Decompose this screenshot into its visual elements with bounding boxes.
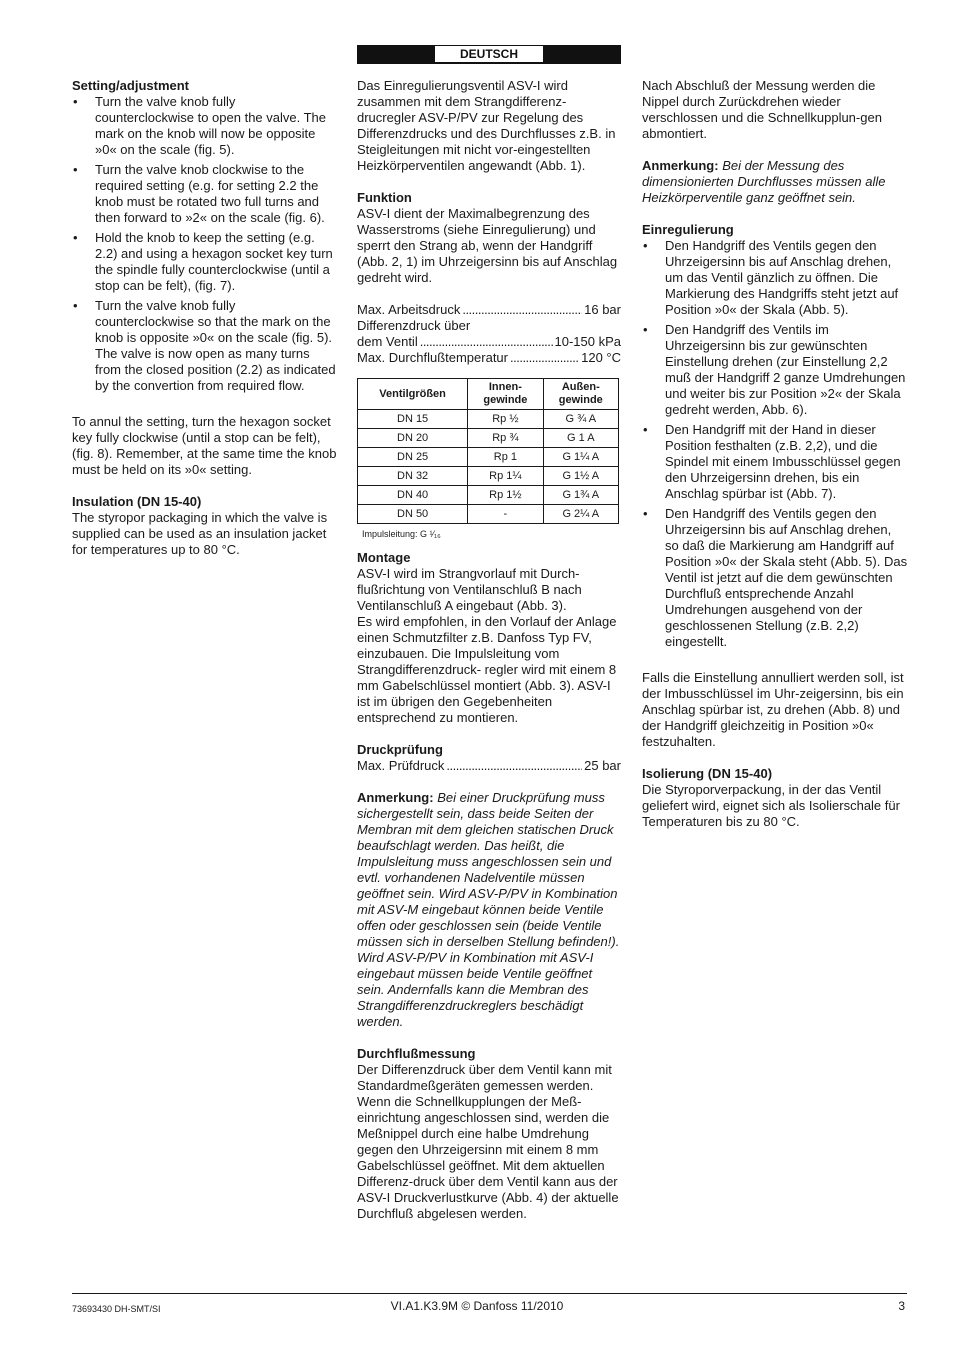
durchfluss-heading: Durchflußmessung [357,1046,476,1061]
column-german-1 [357,78,621,1222]
list-item: • Den Handgriff des Ventils im Uhrzeigersinn bis zur gewünschten Einstellung drehen (zur Einstellung 2,2 muß der Handgriff 2 ganze Umdrehungen und weiter bis zur Position »2« der Skala gedreht werden, Abb. 6). [642,322,908,418]
table-header: Innen- gewinde [468,379,543,410]
footer-doc-code: 73693430 DH-SMT/SI [72,1304,161,1314]
spec-value: 10-150 kPa [554,334,621,349]
table-cell: Rp ½ [468,410,543,429]
spec-arbeitsdruck [357,302,621,318]
druck-heading: Druckprüfung [357,742,443,757]
table-cell: G 1¼ A [543,448,618,467]
anmerkung-paragraph [642,158,908,206]
table-header: Ventilgrößen [358,379,468,410]
list-item: • Turn the valve knob fully counterclockwise so that the mark on the knob is opposite »0« on the scale (fig. 5). The valve is now open as many turns from the closed position (2.2) as indicated by the convertion from required flow. [72,298,338,394]
language-label: DEUTSCH [435,46,543,62]
anmerkung-paragraph [357,790,621,1030]
table-row [358,410,619,429]
anmerkung-text: Bei der Messung des dimensionierten Durchflusses müssen alle Heizkörperventile ganz geöffnet sein. [642,158,886,205]
table-cell: G 1¾ A [543,486,618,505]
table-row [358,448,619,467]
falls-paragraph: Falls die Einstellung annulliert werden soll, ist der Imbusschlüssel im Uhr-zeigersinn, bis ein Anschlag spürbar ist, zu drehen (Abb. 8) und der Handgriff gleichzeitig in Position »0« festzuhalten. [642,670,904,749]
table-row [358,467,619,486]
list-item: • Turn the valve knob fully counterclockwise to open the valve. The mark on the knob will now be opposite »0« on the scale (fig. 5). [72,94,338,158]
spec-label: Differenzdruck über [357,318,471,333]
einreg-list [642,238,908,650]
table-cell: G 1 A [543,429,618,448]
table-header-row [358,379,619,410]
column-english [72,78,338,558]
list-item: • Den Handgriff des Ventils gegen den Uhrzeigersinn bis auf Anschlag drehen, so daß die Markierung am Handgriff auf Position »0« der Skala steht (Abb. 5). Das Ventil ist jetzt auf die dem gewünschten Durchfluß entsprechende Anzahl Umdrehungen ausgehend von der geschlossenen Stellung (z.B. 2,2) eingestellt. [642,506,908,650]
anmerkung-label: Anmerkung: [357,790,434,805]
table-cell: Rp 1½ [468,486,543,505]
footer-divider [72,1293,907,1294]
language-bar [357,45,621,64]
list-item: • Den Handgriff des Ventils gegen den Uhrzeigersinn bis auf Anschlag drehen, um das Ventil gänzlich zu öffnen. Die Markierung des Handgriffs steht jetzt auf Position »0« der Skala (Abb. 5). [642,238,908,318]
nach-paragraph: Nach Abschluß der Messung werden die Nippel durch Zurückdrehen wieder verschlossen und die Schnellkupplun-gen abmontiert. [642,78,882,141]
table-cell: DN 25 [358,448,468,467]
table-cell: DN 32 [358,467,468,486]
list-item: • Turn the valve knob clockwise to the required setting (e.g. for setting 2.2 the knob must be rotated two full turns and then forward to »2« on the scale (fig. 6). [72,162,338,226]
isol-heading: Isolierung (DN 15-40) [642,766,773,781]
spec-value: 16 bar [584,302,621,317]
table-cell: DN 50 [358,505,468,524]
table-cell: G 1½ A [543,467,618,486]
setting-list [72,94,338,394]
durchfluss-paragraph: Der Differenzdruck über dem Ventil kann mit Standardmeßgeräten gemessen werden. Wenn die Schnellkupplungen der Meß-einrichtung angeschlossen sind, werden die Meßnippel durch eine halbe Umdrehung gegen den Uhrzeigersinn mit einem 8 mm Gabelschlüssel geöffnet. Mit dem aktuellen Differenz-druck über dem Ventil kann aus der ASV-I Druckverlustkurve (Abb. 4) der aktuelle Durchfluß abgelesen werden. [357,1062,619,1221]
table-cell: DN 15 [358,410,468,429]
intro-paragraph: Das Einregulierungsventil ASV-I wird zusammen mit dem Strangdifferenz-drucregler ASV-P/PV zur Regelung des Differenzdrucks und des Durchflusses z.B. in Steigleitungen mit nicht vor-eingestellten Heizkörperventilen angewandt (Abb. 1). [357,78,616,173]
montage-paragraph: ASV-I wird im Strangvorlauf mit Durch-flußrichtung von Ventilanschluß B nach Ventilanschluß A eingebaut (Abb. 3). Es wird empfohlen, in den Vorlauf der Anlage einen Schmutzfilter z.B. Danfoss Typ FV, einzubauen. Die Impulsleitung vom Strangdifferenzdruck- regler wird mit einem 8 mm Gabelschlüssel montiert (Abb. 3). ASV-I ist im übrigen den Gegebenheiten entsprechend zu montieren. [357,566,617,725]
setting-heading: Setting/adjustment [72,78,190,93]
table-row [358,486,619,505]
table-cell: - [468,505,543,524]
spec-pruefdruck [357,758,621,774]
table-cell: Rp ¾ [468,429,543,448]
montage-heading: Montage [357,550,411,565]
table-header: Außen- gewinde [543,379,618,410]
anmerkung-text: Bei einer Druckprüfung muss sichergestellt sein, dass beide Seiten der Membran mit dem gleichen statischen Druck beaufschlagt werden. Das heißt, die Impulsleitung muss angeschlossen sein und evtl. vorhandenen Nadelventile müssen geöffnet sein. Wird ASV-P/PV in Kombination mit ASV-M eingebaut können beide Ventile offen oder geschlossen sein (beide Ventile müssen sich in derselben Stellung befinden!). Wird ASV-P/PV in Kombination mit ASV-I eingebaut müssen beide Ventile geöffnet sein. Andernfalls kann die Membran des Strangdifferenzdruckreglers beschädigt werden. [357,790,620,1029]
page-number: 3 [898,1299,905,1313]
einreg-heading: Einregulierung [642,222,734,237]
insulation-heading: Insulation (DN 15-40) [72,494,202,509]
table-cell: Rp 1¼ [468,467,543,486]
funktion-paragraph: ASV-I dient der Maximalbegrenzung des Wasserstroms (siehe Einregulierung) und sperrt den Strang ab, wenn der Handgriff (Abb. 2, 1) im Uhrzeigersinn bis auf Anschlag gedreht wird. [357,206,618,285]
table-cell: Rp 1 [468,448,543,467]
footer-reference: VI.A1.K3.9M © Danfoss 11/2010 [390,1299,564,1313]
table-cell: G ¾ A [543,410,618,429]
table-note: Impulsleitung: G ¹⁄₁₆ [362,529,441,539]
anmerkung-label: Anmerkung: [642,158,719,173]
table-cell: G 2¼ A [543,505,618,524]
table-cell: DN 40 [358,486,468,505]
spec-differenzdruck [357,334,621,350]
spec-value: 25 bar [584,758,621,773]
insulation-paragraph: The styropor packaging in which the valve is supplied can be used as an insulation jacket for temperatures up to 80 °C. [72,510,328,557]
spec-value: 120 °C [581,350,621,365]
valve-sizes-table [357,378,619,524]
list-item: • Hold the knob to keep the setting (e.g. 2.2) and using a hexagon socket key turn the spindle fully counterclockwise (until a stop can be felt), (fig. 7). [72,230,338,294]
table-row [358,505,619,524]
spec-temperatur [357,350,621,366]
table-row [358,429,619,448]
list-item: • Den Handgriff mit der Hand in dieser Position festhalten (z.B. 2,2), und die Spindel mit einem Imbusschlüssel gegen den Uhrzeigersinn drehen, bis ein Anschlag spürbar ist (Abb. 7). [642,422,908,502]
spec-label: Max. Arbeitsdruck [357,302,461,317]
column-german-2 [642,78,908,830]
funktion-heading: Funktion [357,190,412,205]
spec-label: Max. Durchflußtemperatur [357,350,508,365]
isol-paragraph: Die Styroporverpackung, in der das Ventil geliefert wird, eignet sich als Isolierschale für Temperaturen bis zu 80 °C. [642,782,900,829]
annul-paragraph: To annul the setting, turn the hexagon socket key fully clockwise (until a stop can be felt), (fig. 8). Remember, at the same time the knob must be held on its »0« setting. [72,414,337,477]
table-cell: DN 20 [358,429,468,448]
spec-label: dem Ventil [357,334,418,349]
spec-label: Max. Prüfdruck [357,758,445,773]
